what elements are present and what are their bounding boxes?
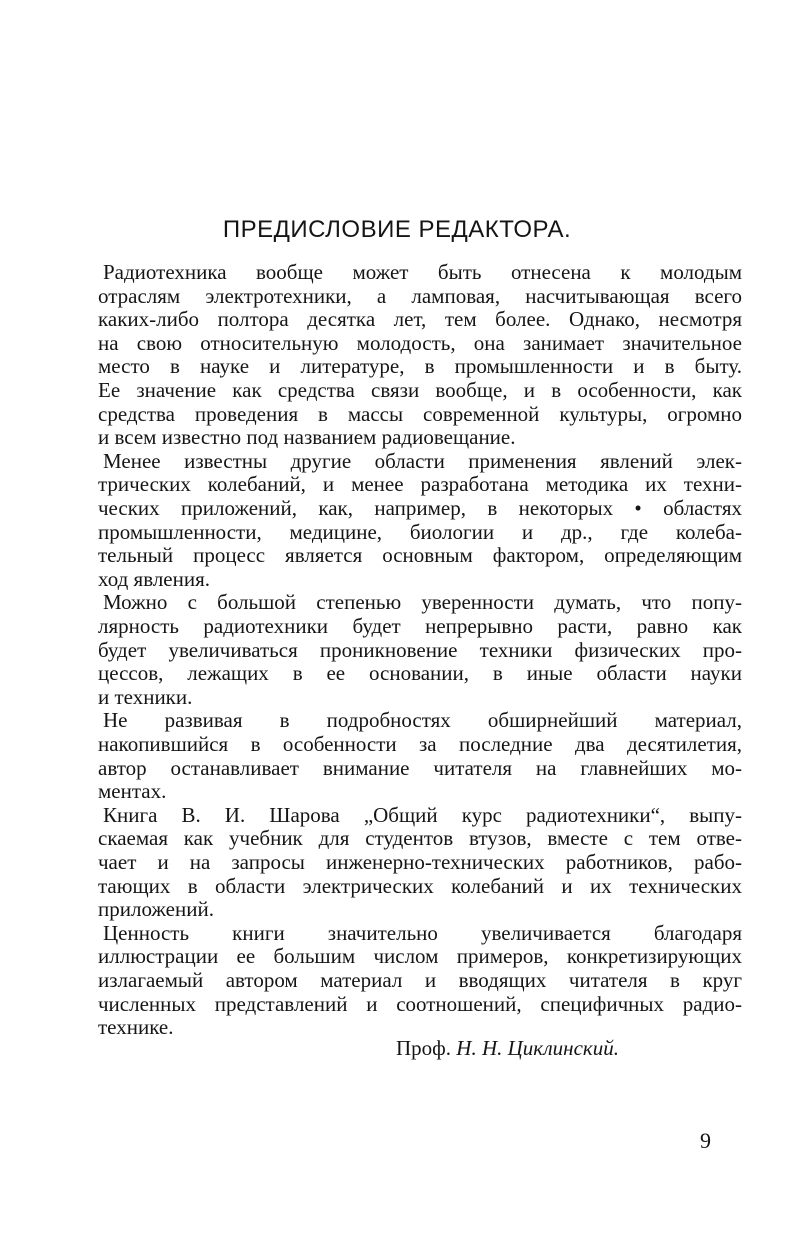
text-line: каких-либо полтора десятка лет, тем более. Однако, несмотря [98, 307, 742, 332]
text-line: Ценность книги значительно увеличивается благодаря [103, 920, 742, 945]
text-line: накопившийся в особенности за последние два десятилетия, [98, 732, 742, 756]
text-line: цессов, лежащих в ее основании, в иные области науки [98, 661, 742, 686]
text-line: тельный процесс является основным фактором, определяющим [98, 543, 742, 568]
text-line: промышленности, медицине, биологии и др., где колеба- [98, 519, 742, 544]
text-line: приложений. [98, 897, 214, 922]
text-line: излагаемый автором материал и вводящих читателя в круг [98, 968, 742, 992]
text-line: трических колебаний, и менее разработана методика их техни- [98, 472, 742, 497]
text-line: ческих приложений, как, например, в некоторых • областях [98, 496, 742, 520]
text-line: отраслям электротехники, а ламповая, насчитывающая всего [98, 283, 742, 308]
text-line: ментах. [98, 779, 167, 804]
text-line: ход явления. [98, 566, 211, 591]
text-line: лярность радиотехники будет непрерывно расти, равно как [98, 614, 742, 638]
signature [396, 1036, 619, 1061]
text-line: Менее известны другие области применения явлений элек- [103, 448, 742, 473]
text-line: место в науке и литературе, в промышленности и в быту. [98, 354, 742, 379]
text-line: численных представлений и соотношений, специфичных радио- [98, 991, 742, 1016]
page-number: 9 [700, 1128, 711, 1153]
text-line: скаемая как учебник для студентов втузов, вместе с тем отве- [98, 826, 742, 851]
signature-name: Н. Н. Циклинский. [456, 1036, 619, 1060]
text-line: тающих в области электрических колебаний и их технических [98, 873, 742, 898]
text-line: и техники. [98, 684, 193, 709]
page-title: ПРЕДИСЛОВИЕ РЕДАКТОРА. [222, 216, 572, 243]
text-line: Книга В. И. Шарова „Общий курс радиотехники“, выпу- [103, 802, 742, 827]
text-line: чает и на запросы инженерно-технических работников, рабо- [98, 850, 742, 874]
text-line: технике. [98, 1015, 174, 1040]
text-line: Радиотехника вообще может быть отнесена к молодым [103, 260, 742, 284]
text-line: Ее значение как средства связи вообще, и в особенности, как [98, 378, 742, 402]
text-line: Можно с большой степенью уверенности думать, что попу- [103, 590, 742, 615]
text-line: автор останавливает внимание читателя на главнейших мо- [98, 755, 742, 780]
text-line: на свою относительную молодость, она занимает значительное [98, 330, 742, 355]
text-line: Не развивая в подробностях обширнейший материал, [103, 708, 742, 733]
text-line: иллюстрации ее большим числом примеров, конкретизирующих [98, 944, 742, 969]
text-line: средства проведения в массы современной культуры, огромно [98, 401, 742, 426]
signature-prefix: Проф. [396, 1036, 452, 1060]
text-line: будет увеличиваться проникновение техники физических про- [98, 637, 742, 662]
text-line: и всем известно под названием радиовещание. [98, 425, 516, 450]
